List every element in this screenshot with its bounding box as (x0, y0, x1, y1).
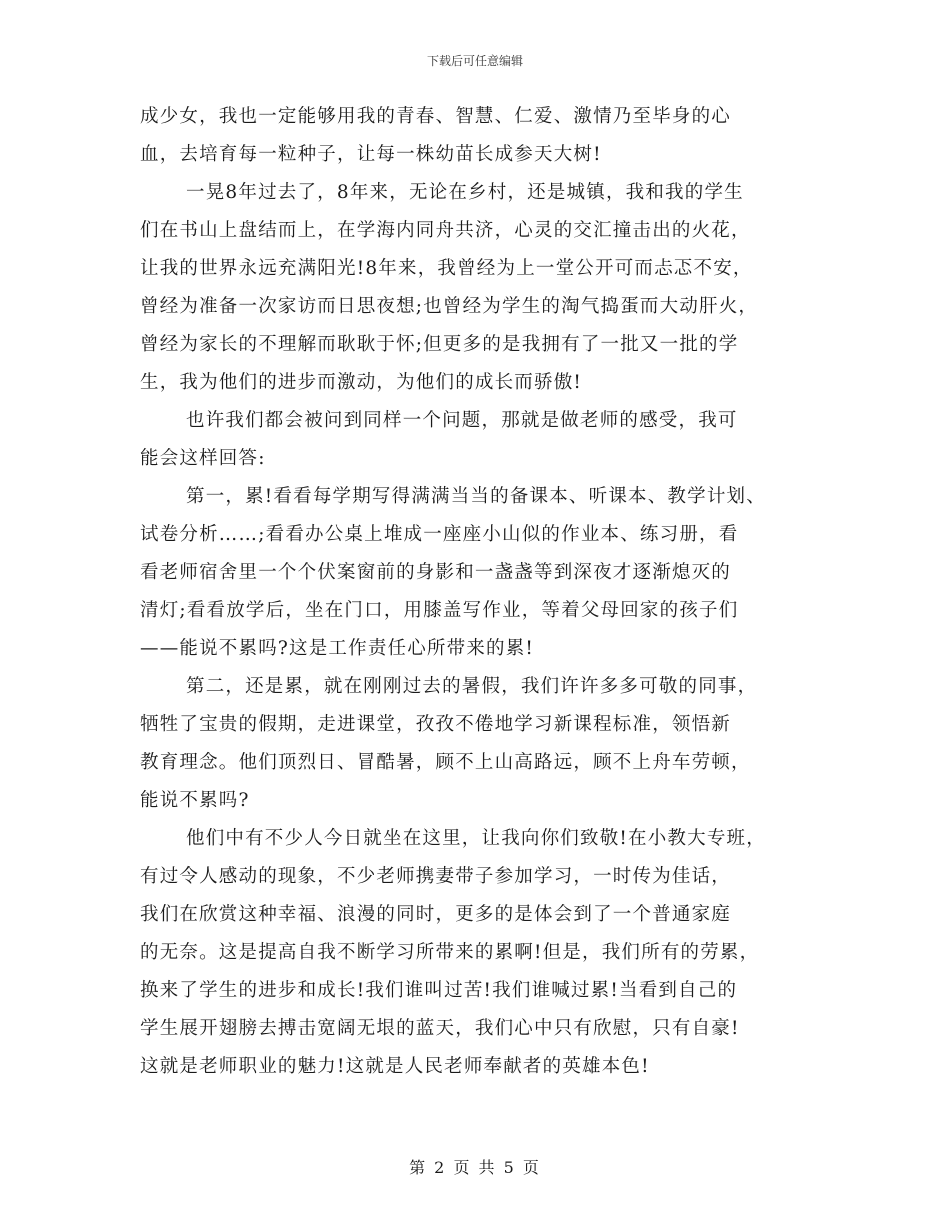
text-line: 第一，累!看看每学期写得满满当当的备课本、听课本、教学计划、 (186, 486, 766, 507)
text-line: 试卷分析……;看看办公桌上堆成一座座小山似的作业本、练习册，看 (140, 524, 739, 545)
text-line: 能会这样回答: (140, 448, 266, 469)
page-number-footer: 第 2 页 共 5 页 (409, 1158, 541, 1177)
text-line: 生，我为他们的进步而激动，为他们的成长而骄傲! (140, 372, 583, 393)
text-line: 我们在欣赏这种幸福、浪漫的同时，更多的是体会到了一个普通家庭 (140, 904, 732, 925)
text-line: 学生展开翅膀去搏击宽阔无垠的蓝天，我们心中只有欣慰，只有自豪! (140, 1018, 740, 1039)
text-line: 的无奈。这是提高自我不断学习所带来的累啊!但是，我们所有的劳累， (140, 942, 760, 963)
page-header: 下载后可任意编辑 (426, 54, 523, 68)
text-line: 第二，还是累，就在刚刚过去的暑假，我们许许多多可敬的同事， (186, 676, 758, 697)
text-line: 也许我们都会被问到同样一个问题，那就是做老师的感受，我可 (186, 410, 738, 431)
text-line: 清灯;看看放学后，坐在门口，用膝盖写作业，等着父母回家的孩子们 (140, 600, 739, 621)
text-line: 牺牲了宝贵的假期，走进课堂，孜孜不倦地学习新课程标准，领悟新 (140, 714, 732, 735)
text-line: 一晃8年过去了，8年来，无论在乡村，还是城镇，我和我的学生 (186, 182, 744, 203)
text-line: 他们中有不少人今日就坐在这里，让我向你们致敬!在小教大专班， (186, 828, 766, 849)
text-line: 教育理念。他们顶烈日、冒酷暑，顾不上山高路远，顾不上舟车劳顿， (140, 752, 751, 773)
text-line: 看老师宿舍里一个个伏案窗前的身影和一盏盏等到深夜才逐渐熄灭的 (140, 562, 732, 583)
text-line: 有过令人感动的现象，不少老师携妻带子参加学习，一时传为佳话， (140, 866, 732, 887)
text-line: 曾经为家长的不理解而耿耿于怀;但更多的是我拥有了一批又一批的学 (140, 334, 739, 355)
text-line: 曾经为准备一次家访而日思夜想;也曾经为学生的淘气捣蛋而大动肝火， (140, 296, 759, 317)
text-line: 血，去培育每一粒种子，让每一株幼苗长成参天大树! (140, 144, 602, 165)
text-line: 这就是老师职业的魅力!这就是人民老师奉献者的英雄本色! (140, 1056, 650, 1077)
text-line: 成少女，我也一定能够用我的青春、智慧、仁爱、激情乃至毕身的心 (140, 106, 732, 127)
text-line: 们在书山上盘结而上，在学海内同舟共济，心灵的交汇撞击出的火花， (140, 220, 751, 241)
text-line: 能说不累吗? (140, 790, 250, 811)
text-line: 让我的世界永远充满阳光!8年来，我曾经为上一堂公开可而忐忑不安， (140, 258, 753, 279)
text-line: ——能说不累吗?这是工作责任心所带来的累! (140, 638, 535, 659)
document-body (140, 98, 820, 1086)
text-line: 换来了学生的进步和成长!我们谁叫过苦!我们谁喊过累!当看到自己的 (140, 980, 738, 1001)
